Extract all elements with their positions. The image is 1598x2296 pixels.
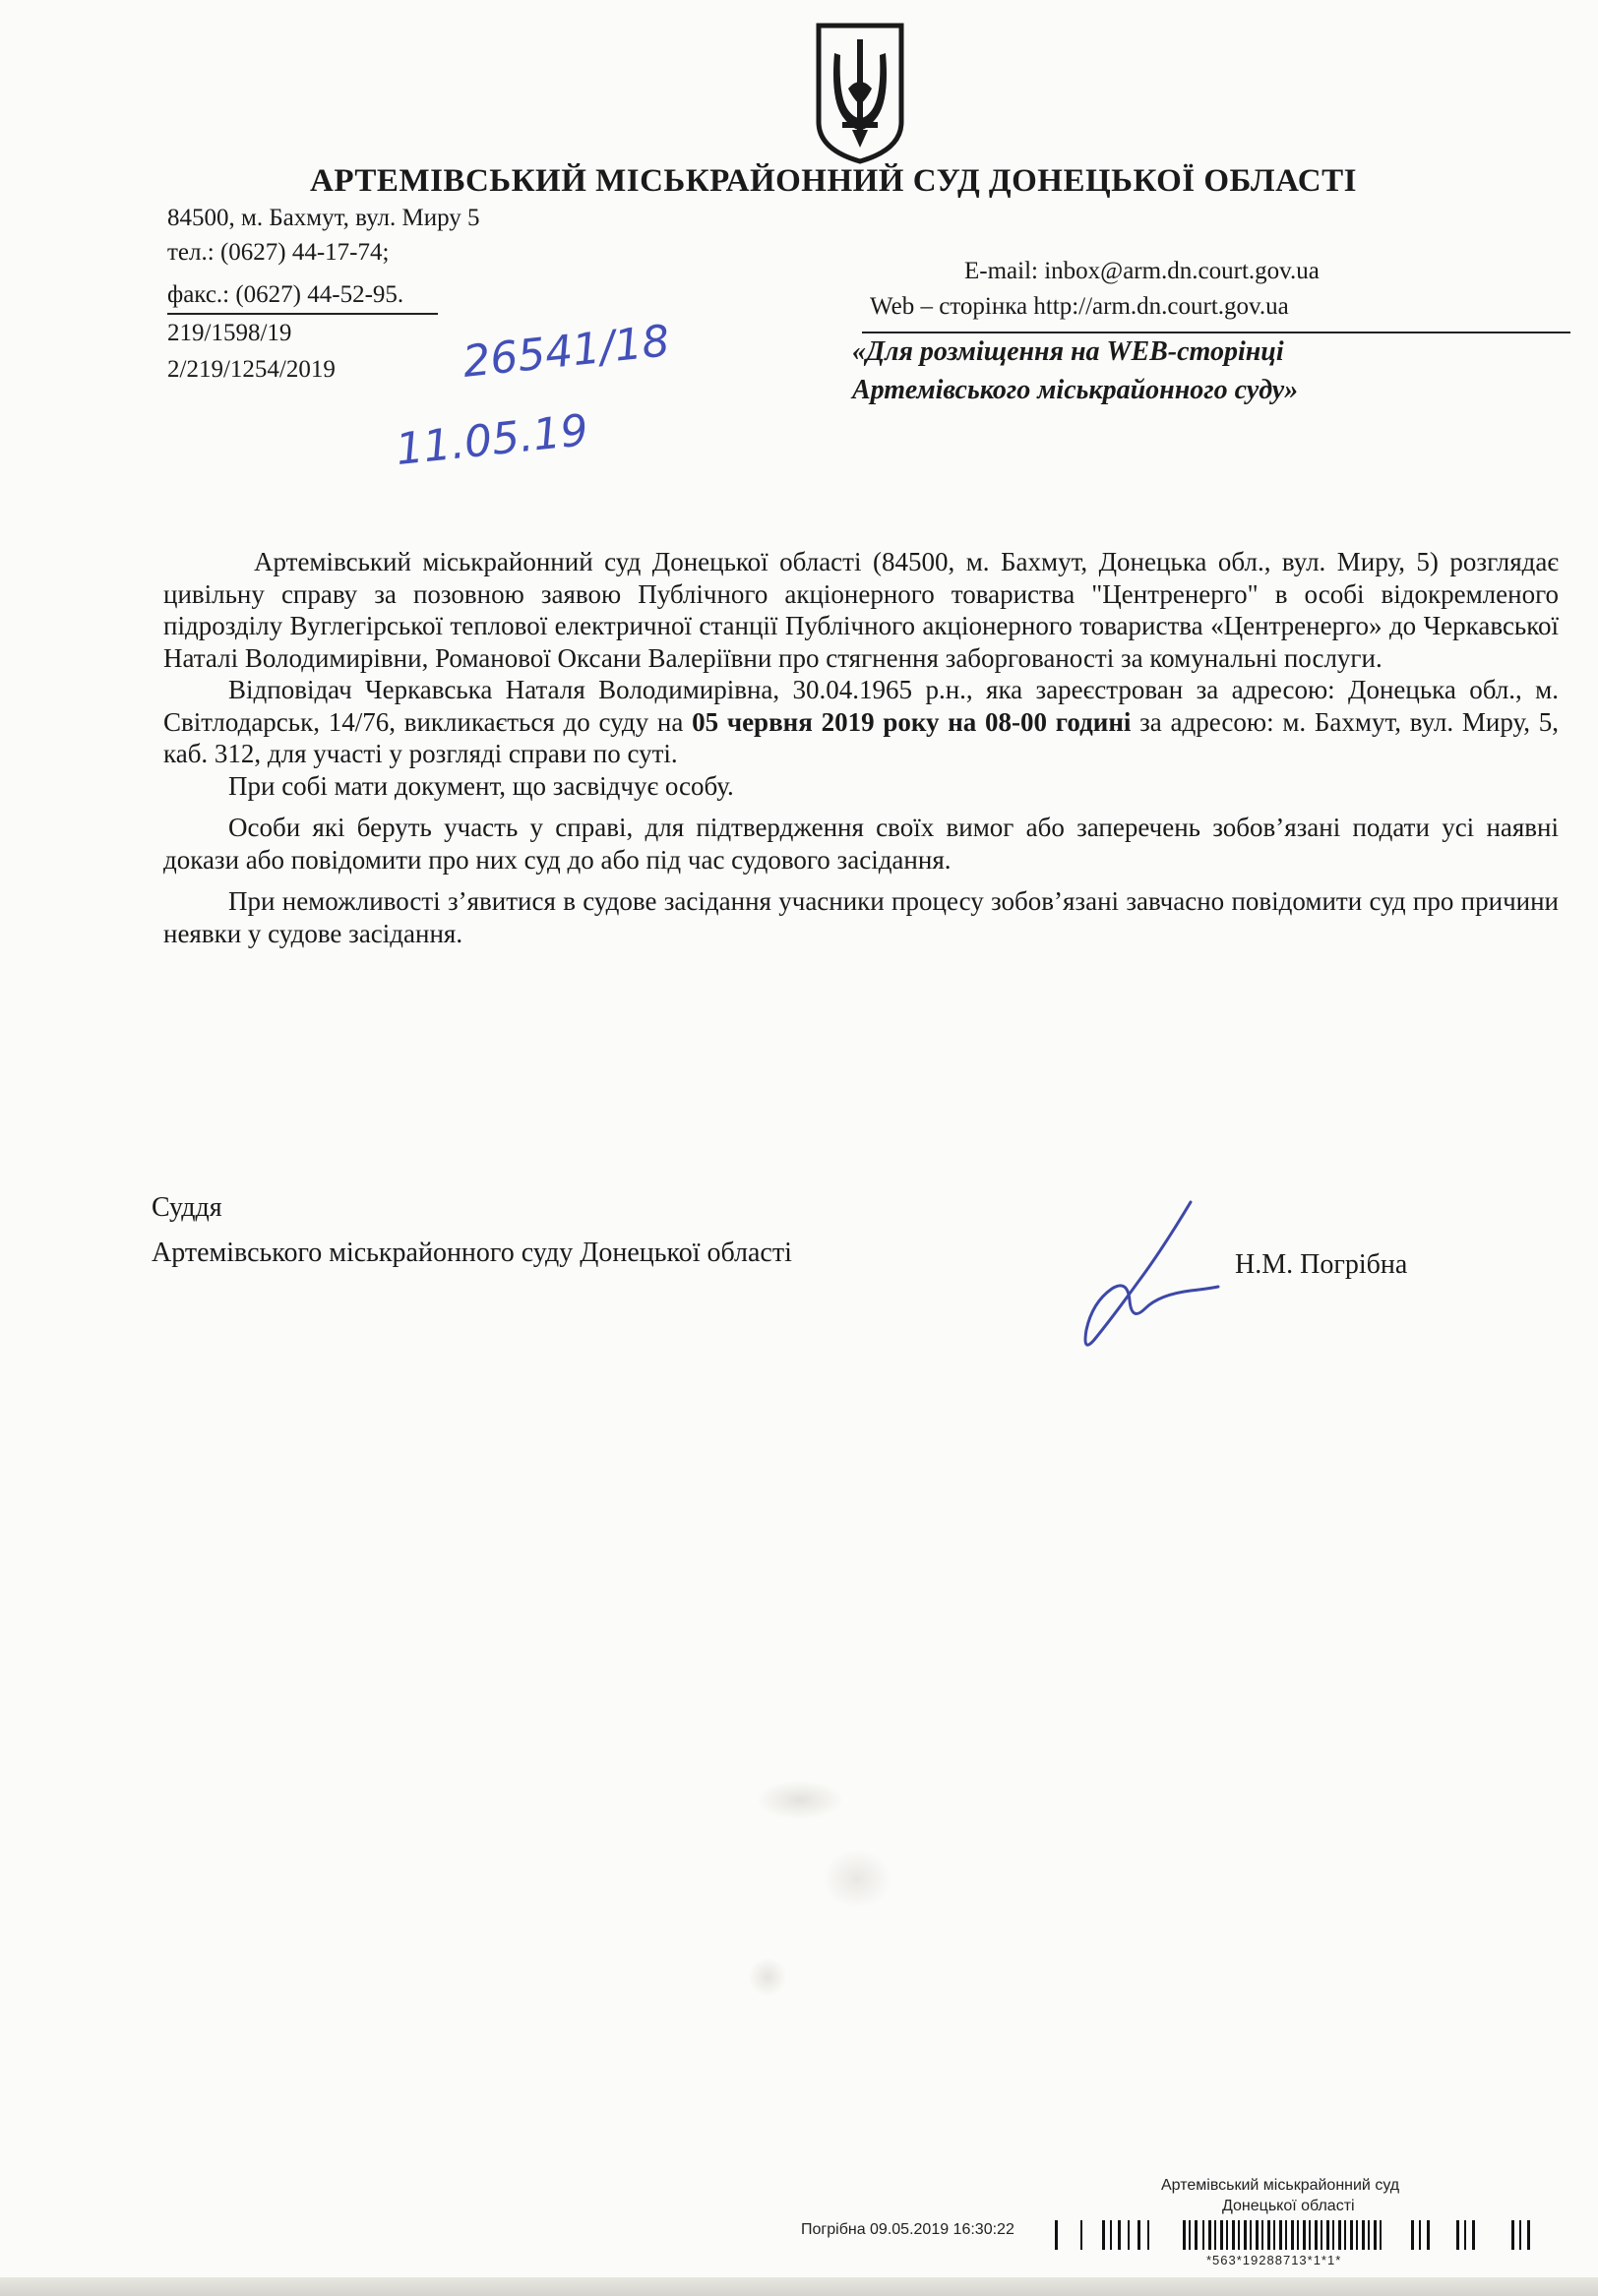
- header-rule-left: [167, 313, 438, 315]
- court-website: Web – сторінка http://arm.dn.court.gov.ua: [870, 293, 1289, 320]
- handwritten-date: 11.05.19: [393, 404, 591, 476]
- paragraph-summons: [163, 674, 1559, 770]
- web-note-line-2: Артемівського міськрайонного суду»: [852, 375, 1299, 405]
- scan-smudge: [748, 1958, 787, 1997]
- judge-name: Н.М. Погрібна: [1235, 1249, 1408, 1280]
- court-fax: факс.: (0627) 44-52-95.: [167, 281, 404, 308]
- hearing-datetime: 05 червня 2019 року на 08-00 годині: [692, 706, 1132, 737]
- case-number: 219/1598/19: [167, 320, 292, 346]
- judge-title: Суддя: [152, 1192, 222, 1223]
- scan-smudge: [823, 1849, 891, 1908]
- proceeding-number: 2/219/1254/2019: [167, 356, 336, 383]
- stamp-court-line-2: Донецької області: [1222, 2198, 1355, 2214]
- paragraph-evidence: Особи які беруть участь у справі, для підтвердження своїх вимог або заперечень зобов’язані подати усі наявні докази або повідомити про них суд до або під час судового засідання.: [163, 813, 1559, 875]
- barcode-icon: [1055, 2218, 1537, 2252]
- web-publication-note: [852, 332, 1298, 409]
- notice-body: [163, 546, 1559, 949]
- paragraph-absence: При неможливості з’явитися в судове засідання учасники процесу зобов’язані завчасно повідомити суд про причини неявки у судове засідання.: [163, 886, 1559, 948]
- handwritten-signature-icon: [1043, 1192, 1230, 1359]
- scan-bottom-edge: [0, 2277, 1598, 2296]
- paragraph-id-document: При собі мати документ, що засвідчує особу.: [228, 770, 734, 801]
- court-phone: тел.: (0627) 44-17-74;: [167, 239, 390, 266]
- judge-court: Артемівського міськрайонного суду Донецької області: [152, 1238, 792, 1268]
- court-address: 84500, м. Бахмут, вул. Миру 5: [167, 205, 480, 231]
- summons-location: за адресою: м. Бахмут, вул. Миру, 5, каб. 312, для участі у розгляді справи по суті.: [163, 706, 1560, 768]
- court-title: АРТЕМІВСЬКИЙ МІСЬКРАЙОННИЙ СУД ДОНЕЦЬКОЇ ОБЛАСТІ: [310, 163, 1357, 199]
- web-note-line-1: «Для розміщення на WEB-сторінці: [852, 336, 1284, 367]
- coat-of-arms-icon: [813, 20, 907, 165]
- handwritten-registration-number: 26541/18: [460, 316, 672, 388]
- scan-smudge: [756, 1781, 844, 1820]
- electronic-signature-stamp: Погрібна 09.05.2019 16:30:22: [801, 2221, 1014, 2238]
- court-email: E-mail: inbox@arm.dn.court.gov.ua: [964, 258, 1320, 284]
- barcode-caption: *563*19288713*1*1*: [1206, 2253, 1342, 2267]
- stamp-court-line-1: Артемівський міськрайонний суд: [1161, 2177, 1400, 2194]
- summons-text: Відповідач Черкавська Наталя Володимирівна, 30.04.1965 р.н., яка зареєстрован за адресою: Донецька обл., м. Світлодарськ, 14/76, викликається до суду на: [163, 675, 1559, 737]
- paragraph-case-description: Артемівський міськрайонний суд Донецької області (84500, м. Бахмут, Донецька обл., вул. Миру, 5) розглядає цивільну справу за позовною заявою Публічного акціонерного товариства "Центренерго" в особі відокремленого підрозділу Вуглегірської теплової електричної станції Публічного акціонерного товариства «Центренерго» до Черкавської Наталі Володимирівни, Романової Оксани Валеріївни про стягнення заборгованості за комунальні послуги.: [163, 547, 1559, 673]
